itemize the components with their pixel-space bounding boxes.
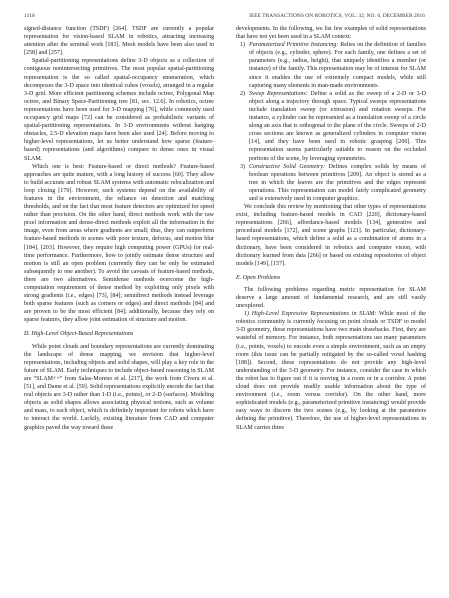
subsection-title: 1) High-Level Expressive Representations in SLAM: [244, 311, 377, 318]
item-title: Constructive Solid Geometry: [249, 163, 326, 170]
section-title: E. Open Problems [236, 274, 281, 281]
solid-representations-list [236, 41, 426, 203]
item-number: 1) [240, 42, 246, 49]
left-column [24, 25, 214, 432]
item-number: 3) [240, 163, 246, 170]
item-text: Relies on the definition of families of objects (e.g., cylinder, sphere). For each family, one defines a set of parameters (e.g., radius, height), that uniquely identifies a member (or instance) of the family. This representation may be of interest for SLAM since it enables the use of extremely compact models, while still capturing many elements in man-made environments. [249, 42, 426, 89]
item-title: Parameterized Primitive Instancing: [249, 42, 339, 49]
paragraph: developments. In the following, we list few examples of solid representations that have not yet been used in a SLAM context: [236, 26, 426, 41]
right-column [236, 25, 426, 432]
page-number: 1318 [24, 13, 35, 19]
paragraph: Which one is best: Feature-based or direct methods? Feature-based approaches are quite mature, with a long history of success [60]. They allow to build accurate and robust SLAM systems with automatic relocalization and loop closing [179]. However, such systems depend on the availability of features in the environment, the reliance on detection and matching thresholds, and on the fact that most feature detectors are optimized for speed rather than precision. On the other hand, direct methods work with the raw pixel information and dense-direct methods exploit all the information in the image, even from areas where gradients are small; thus, they can outperform feature-based methods in scenes with poor texture, defocus, and motion blur [184], [203]. However, they require high computing power (GPUs) for real-time performance. Furthermore, how to jointly estimate dense structure and motion is still an open problem (currently they can be only be estimated subsequently to one another). To avoid the caveats of feature-based methods, there are two alternatives. Semidense methods overcome the high-computation requirement of dense method by exploiting only pixels with strong gradients (i.e., edges) [73], [84]; semidirect methods instead leverage both sparse features (such as corners or edges) and direct methods [84] and are proven to be the most efficient [84]; additionally, because they rely on sparse features, they allow joint estimation of structure and motion. [24, 163, 214, 324]
item-title: Sweep Representations: [249, 90, 308, 97]
paragraph: The following problems regarding metric representation for SLAM deserve a large amount of fundamental research, and are still vastly unexplored. [236, 286, 426, 310]
paragraph: We conclude this review by mentioning that other types of representations exist, including feature-based models in CAD [220], dictionary-based representations [266], affordance-based models [134], generative and procedural models [172], and scene graphs [121]. In particular, dictionary-based representations, which define a solid as a combination of atoms in a dictionary, have been considered in robotics and computer vision, with dictionary learned from data [266] or based on existing repositories of object models [149], [157]. [236, 204, 426, 267]
paragraph: signed-distance function (TSDF) [264]. TSDF are currently a popular representation for vision-based SLAM in robotics, attracting increasing attention after the seminal work [183]. Mesh models have been also used in [258] and [257]. [24, 26, 214, 57]
list-item [236, 90, 426, 163]
journal-header: IEEE TRANSACTIONS ON ROBOTICS, VOL. 32, NO. 6, DECEMBER 2016 [249, 13, 425, 19]
paragraph-text: While most of the robotics community is currently focusing on point clouds or TSDF to model 3-D geometry, these representations have two main drawbacks. First, they are wasteful of memory. For instance, both representations use many parameters (i.e., points, voxels) to encode even a simple environment, such as an empty room (this issue can be partially mitigated by the so-called voxel hashing [188]). Second, these representations do not provide any high-level understanding of the 3-D geometry. For instance, consider the case in which the robot has to figure out if it is moving in a room or in a corridor. A point cloud does not provide readily usable information about the type of environment (i.e., room versus corridor). On the other hand, more sophisticated models (e.g., parameterized primitive instancing) would provide easy ways to discern the two scenes (e.g., by looking at the parameters defining the primitive). Therefore, the use of higher-level representations in SLAM carries three [236, 311, 426, 431]
paragraph: While point clouds and boundary representations are currently dominating the landscape of dense mapping, we envision that higher-level representations, including objects and solid shapes, will play a key role in the future of SLAM. Early techniques to include object-based reasoning in SLAM are “SLAM++” from Salas-Moreno et al. [217], the work from Civera et al. [51], and Dame et al. [59]. Solid representations explicitly encode the fact that real objects are 3-D rather than 1-D (i.e., points), or 2-D (surfaces). Modeling objects as solid shapes allows associating physical notions, such as volume and mass, to each object, which is definitely important for robots which have to interact the world. Luckily, existing literature from CAD and computer graphics paved the way toward these [24, 343, 214, 431]
item-text: Define a solid as the sweep of a 2-D or 3-D object along a trajectory through space. Typical sweeps representations include translation sweep (or extrusion) and rotation sweeps. For instance, a cylinder can be represented as a translation sweep of a circle along an axis that is orthogonal to the plane of the circle. Sweeps of 2-D cross sections are known as generalized cylinders in computer vision [14], and they have been used in robotic grasping [200]. This representation seems particularly suitable to reason on the occluded portions of the scene, by leveraging symmetries. [249, 90, 426, 162]
section-title: D. High-Level Object-Based Representations [24, 331, 134, 338]
item-number: 2) [240, 90, 246, 97]
paragraph [236, 310, 426, 431]
item-text: Defines complex solids by means of boolean operations between primitives [209]. An object is stored as a tree in which the leaves are the primitives and the edges represent operations. This representation can model fairly complicated geometry and is extensively used in computer graphics. [249, 163, 426, 202]
paragraph: Spatial-partitioning representations define 3-D objects as a collection of contiguous nonintersecting primitives. The most popular spatial-partitioning representation is the so called spatial-occupancy enumeration, which decomposes the 3-D space into identical cubes (voxels), arranged in a regular 3-D grid. More efficient partitioning schemes include octree, Polygonal Map octree, and Binary Space-Partitioning tree [81, sec. 12.6]. In robotics, octree representations have been used for 3-D mapping [76], while commonly used occupancy grid maps [72] can be considered as probabilistic variants of spatial-partitioning representations. In 3-D environments without hanging obstacles, 2.5-D elevation maps have been also used [24]. Before moving to higher-level representations, let us better understand how sparse (feature-based) representations (and algorithms) compare to dense ones in visual SLAM. [24, 58, 214, 162]
list-item [236, 41, 426, 90]
list-item [236, 163, 426, 203]
